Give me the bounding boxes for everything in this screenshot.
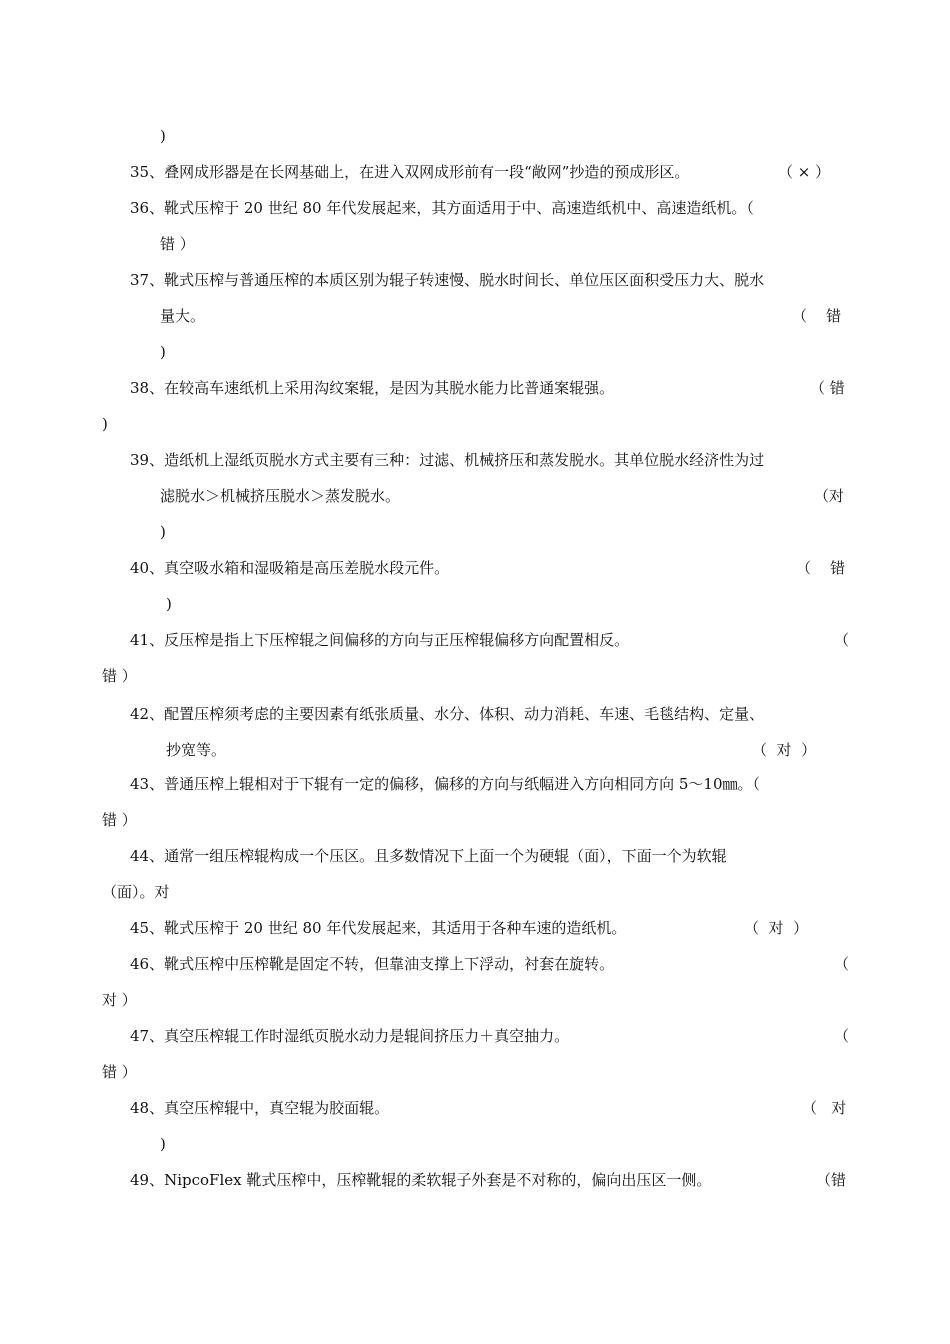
question-42-cont: 抄宽等。 — [166, 741, 227, 759]
question-48: 48、真空压榨辊中，真空辊为胶面辊。 — [130, 1099, 390, 1117]
question-44: 44、通常一组压榨辊构成一个压区。且多数情况下上面一个为硬辊（面），下面一个为软辊 — [130, 847, 727, 865]
question-46: 46、靴式压榨中压榨靴是固定不转，但靠油支撑上下浮动，衬套在旋转。 — [130, 955, 615, 973]
answer-45: （ 对 ） — [744, 919, 809, 937]
question-38: 38、在较高车速纸机上采用沟纹案辊，是因为其脱水能力比普通案辊强。 — [130, 379, 615, 397]
answer-43: 错 ） — [102, 811, 137, 829]
answer-42: （ 对 ） — [752, 741, 817, 759]
question-37-cont: 量大。 — [160, 307, 206, 325]
question-36: 36、靴式压榨于 20 世纪 80 年代发展起来，其方面适用于中、高速造纸机中、高速造纸机。（ — [130, 199, 754, 217]
question-43: 43、普通压榨上辊相对于下辊有一定的偏移，偏移的方向与纸幅进入方向相同方向 5～10㎜。（ — [130, 775, 760, 793]
question-41: 41、反压榨是指上下压榨辊之间偏移的方向与正压榨辊偏移方向配置相反。 — [130, 631, 630, 649]
answer-48-close: ) — [160, 1135, 166, 1153]
answer-46: （ — [834, 955, 850, 973]
answer-37-close: ) — [160, 343, 166, 361]
question-42: 42、配置压榨须考虑的主要因素有纸张质量、水分、体积、动力消耗、车速、毛毯结构、定量、 — [130, 705, 765, 723]
answer-47-close: 错 ） — [102, 1063, 137, 1081]
answer-41-close: 错 ） — [102, 667, 137, 685]
answer-40-close: ) — [166, 595, 172, 613]
answer-39-close: ) — [160, 523, 166, 541]
question-47: 47、真空压榨辊工作时湿纸页脱水动力是辊间挤压力＋真空抽力。 — [130, 1027, 570, 1045]
continuation-paren: ) — [160, 127, 166, 145]
question-35: 35、叠网成形器是在长网基础上，在进入双网成形前有一段“敞网”抄造的预成形区。 — [130, 163, 690, 181]
answer-48: （ 对 — [802, 1099, 847, 1117]
answer-38-close: ) — [102, 415, 108, 433]
answer-39: （对 — [814, 487, 845, 505]
answer-46-close: 对 ） — [102, 991, 137, 1009]
answer-41: （ — [834, 631, 850, 649]
question-45: 45、靴式压榨于 20 世纪 80 年代发展起来，其适用于各种车速的造纸机。 — [130, 919, 627, 937]
answer-47: （ — [834, 1027, 850, 1045]
answer-36: 错 ） — [160, 235, 195, 253]
answer-37: （ 错 — [792, 307, 842, 325]
question-39-cont: 滤脱水＞机械挤压脱水＞蒸发脱水。 — [160, 487, 401, 505]
question-40: 40、真空吸水箱和湿吸箱是高压差脱水段元件。 — [130, 559, 450, 577]
answer-38: （ 错 — [810, 379, 845, 397]
answer-44: （面）。对 — [102, 883, 170, 901]
answer-49: （错 — [816, 1171, 847, 1189]
question-49: 49、NipcoFlex 靴式压榨中，压榨靴辊的柔软辊子外套是不对称的，偏向出压区一侧。 — [130, 1171, 712, 1189]
answer-40: （ 错 — [796, 559, 846, 577]
question-39: 39、造纸机上湿纸页脱水方式主要有三种：过滤、机械挤压和蒸发脱水。其单位脱水经济性为过 — [130, 451, 765, 469]
answer-35: （ × ） — [778, 163, 831, 181]
question-37: 37、靴式压榨与普通压榨的本质区别为辊子转速慢、脱水时间长、单位压区面积受压力大、脱水 — [130, 271, 765, 289]
